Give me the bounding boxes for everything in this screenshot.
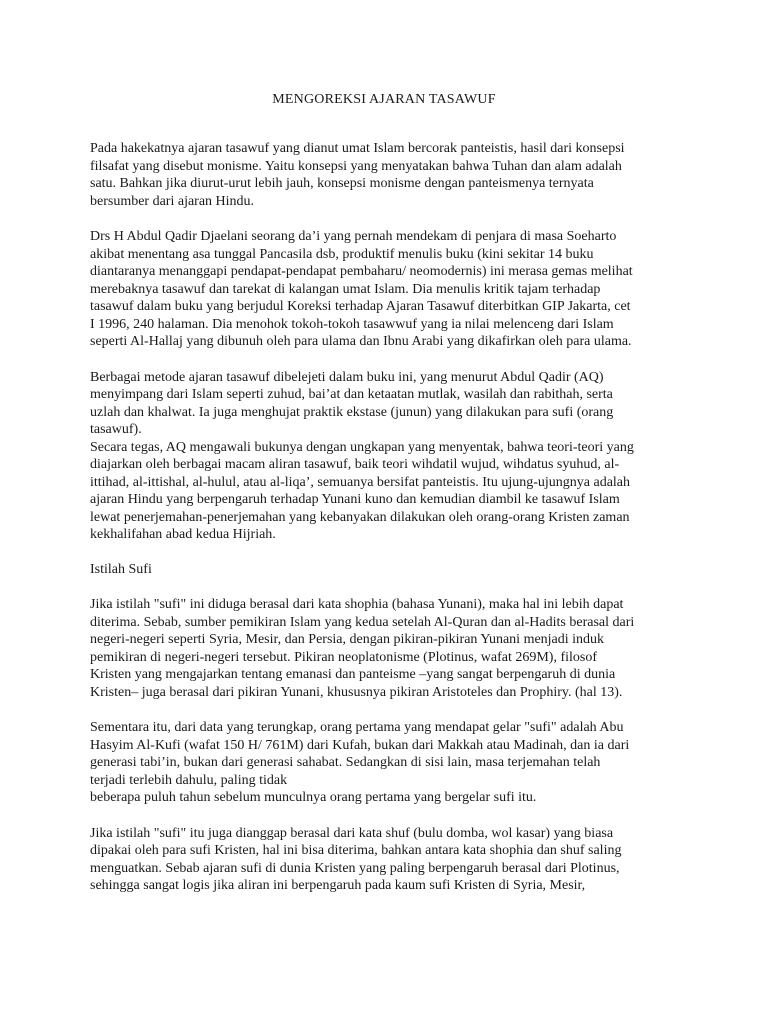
paragraph-shuf: Jika istilah "sufi" itu juga dianggap berasal dari kata shuf (bulu domba, wol kasar) yang biasa dipakai oleh para sufi Kristen, hal ini bisa diterima, bahkan antara kata shophia dan shuf saling menguatkan. Sebab ajaran sufi di dunia Kristen yang paling berpengaruh berasal dari Plotinus, sehingga sangat logis jika aliran ini berpengaruh pada kaum sufi Kristen di Syria, Mesir, — [90, 825, 622, 893]
paragraph-shophia: Jika istilah "sufi" ini diduga berasal dari kata shophia (bahasa Yunani), maka hal ini lebih dapat diterima. Sebab, sumber pemikiran Islam yang kedua setelah Al-Quran dan al-Hadits berasal dari negeri-negeri seperti Syria, Mesir, dan Persia, dengan pikiran-pikiran Yunani menjadi induk pemikiran di negeri-negeri tersebut. Pikiran neoplatonisme (Plotinus, wafat 269M), filosof Kristen yang mengajarkan tentang emanasi dan panteisme –yang sangat berpengaruh di dunia Kristen– juga berasal dari pikiran Yunani, khususnya pikiran Aristoteles dan Prophiry. (hal 13). — [90, 597, 635, 700]
page-title: MENGOREKSI AJARAN TASAWUF — [272, 92, 496, 107]
paragraph-theories: Secara tegas, AQ mengawali bukunya dengan ungkapan yang menyentak, bahwa teori-teori yang diajarkan oleh berbagai macam aliran tasawuf, baik teori wihdatil wujud, wihdatus syuhud, al- ittihad, al-ittishal, al-hulul, atau al-liqa’, semuanya bersifat panteistis. Itu ujung-ujungnya adalah ajaran Hindu yang berpengaruh terhadap Yunani kuno dan kemudian diambil ke tasawuf Islam lewat penerjemahan-penerjemahan yang kebanyakan dilakukan oleh orang-orang Kristen zaman kekhalifahan abad kedua Hijriah. — [90, 439, 634, 542]
paragraph-author: Drs H Abdul Qadir Djaelani seorang da’i yang pernah mendekam di penjara di masa Soeharto akibat menentang asa tunggal Pancasila dsb, produktif menulis buku (kini sekitar 14 buku diantaranya menanggapi pendapat-pendapat pembaharu/ neomodernis) ini merasa gemas melihat merebaknya tasawuf dan tarekat di kalangan umat Islam. Dia menulis kritik tajam terhadap tasawuf dalam buku yang berjudul Koreksi terhadap Ajaran Tasawuf diterbitkan GIP Jakarta, cet I 1996, 240 halaman. Dia menohok tokoh-tokoh tasawwuf yang ia nilai melenceng dari Islam seperti Al-Hallaj yang dibunuh oleh para ulama dan Ibnu Arabi yang dikafirkan oleh para ulama. — [90, 229, 633, 349]
paragraph-intro: Pada hakekatnya ajaran tasawuf yang dianut umat Islam bercorak panteistis, hasil dari konsepsi filsafat yang disebut monisme. Yaitu konsepsi yang menyatakan bahwa Tuhan dan alam adalah satu. Bahkan jika diurut-urut lebih jauh, konsepsi monisme dengan panteismenya ternyata bersumber dari ajaran Hindu. — [90, 141, 625, 209]
document-body — [90, 140, 690, 895]
section-heading-istilah-sufi: Istilah Sufi — [90, 561, 152, 577]
paragraph-methods: Berbagai metode ajaran tasawuf dibelejeti dalam buku ini, yang menurut Abdul Qadir (AQ) menyimpang dari Islam seperti zuhud, bai’at dan ketaatan mutlak, wasilah dan rabithah, serta uzlah dan khalwat. Ia juga menghujat praktik ekstase (junun) yang dilakukan para sufi (orang tasawuf). — [90, 369, 614, 437]
paragraph-first-sufi: Sementara itu, dari data yang terungkap, orang pertama yang mendapat gelar "sufi" adalah Abu Hasyim Al-Kufi (wafat 150 H/ 761M) dari Kufah, bukan dari Makkah atau Madinah, dan ia dari generasi tabi’in, bukan dari generasi sahabat. Sedangkan di sisi lain, masa terjemahan telah terjadi terlebih dahulu, paling tidak beberapa puluh tahun sebelum munculnya orang pertama yang bergelar sufi itu. — [90, 720, 630, 805]
